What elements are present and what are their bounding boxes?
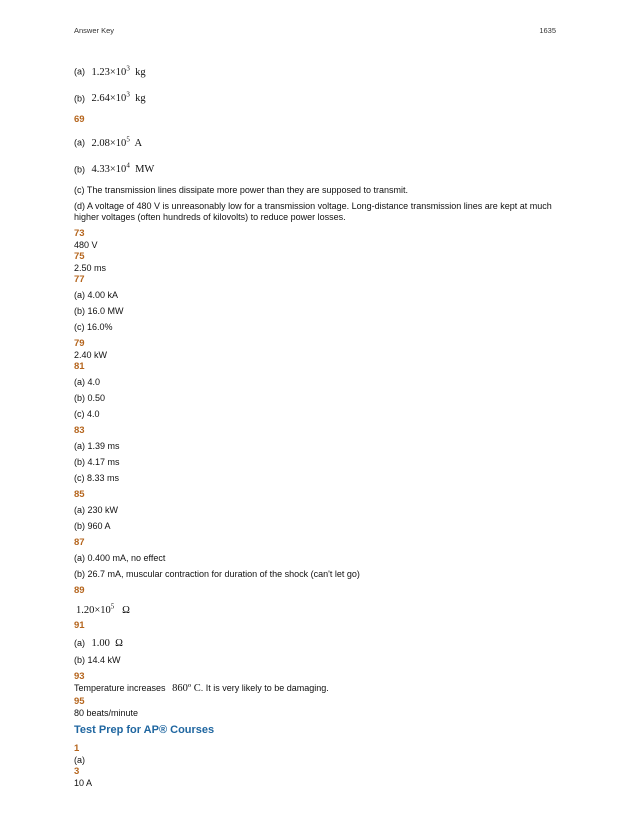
answer-line: (b) 26.7 mA, muscular contraction for duration of the shock (can't let go) (74, 569, 360, 579)
answer-line: (c) 16.0% (74, 322, 113, 332)
question-number: 81 (74, 361, 85, 372)
answer-line: (b) $4.33\times 10^4$ MW (74, 161, 155, 175)
answer-line: (a) $1.23\times 10^3$ kg (74, 64, 146, 78)
answer-line: (b) 0.50 (74, 393, 106, 403)
header-left: Answer Key (74, 26, 115, 35)
answer-line: (a) $2.08\times 10^5$ A (74, 135, 143, 149)
question-number: 1 (74, 742, 80, 754)
question-number: 85 (74, 489, 85, 500)
question-number: 3 (74, 765, 80, 777)
question-number: 73 (74, 228, 85, 239)
answer-line: (a) 1.00 Ω (74, 637, 123, 649)
question-number: 69 (74, 114, 85, 125)
answer-key-content (74, 61, 558, 789)
page-number: 1635 (539, 26, 556, 35)
answer-line: (a) 1.39 ms (74, 441, 120, 451)
question-number: 77 (74, 274, 85, 285)
answer-line: (c) 8.33 ms (74, 473, 120, 483)
answer-line: $1.20\times 10^5$ Ω (76, 602, 130, 616)
answer-line: (a) 230 kW (74, 505, 119, 515)
answer-line: Temperature increases 860º C. It is very likely to be damaging. (74, 682, 329, 694)
answer-line: 2.50 ms (74, 263, 107, 273)
answer-line: (b) 960 A (74, 521, 111, 531)
question-number: 89 (74, 585, 85, 596)
section-title: Test Prep for AP® Courses (74, 723, 215, 736)
question-number: 75 (74, 251, 85, 262)
question-number: 87 (74, 537, 85, 548)
question-number: 79 (74, 338, 85, 349)
answer-line: (a) 4.00 kA (74, 290, 119, 300)
answer-line: (a) 4.0 (74, 377, 101, 387)
answer-line: (d) A voltage of 480 V is unreasonably low for a transmission voltage. Long-distance transmission lines are kept at much higher voltages (often hundreds of kilovolts) to reduce power losses. (74, 201, 552, 222)
answer-line: (b) $2.64\times 10^3$ kg (74, 90, 146, 104)
answer-line: (a) (74, 754, 85, 765)
answer-line: 10 A (74, 777, 93, 788)
answer-line: 480 V (74, 240, 98, 250)
answer-line: (c) 4.0 (74, 409, 100, 419)
answer-line: (c) The transmission lines dissipate more power than they are supposed to transmit. (74, 185, 408, 195)
answer-line: (b) 16.0 MW (74, 306, 124, 316)
answer-line: (b) 4.17 ms (74, 457, 120, 467)
answer-line: (b) 14.4 kW (74, 654, 121, 665)
answer-line: 2.40 kW (74, 350, 108, 360)
question-number: 95 (74, 695, 85, 707)
question-number: 91 (74, 619, 85, 631)
answer-line: 80 beats/minute (74, 707, 139, 718)
answer-line: (a) 0.400 mA, no effect (74, 553, 166, 563)
question-number: 83 (74, 425, 85, 436)
question-number: 93 (74, 670, 85, 682)
